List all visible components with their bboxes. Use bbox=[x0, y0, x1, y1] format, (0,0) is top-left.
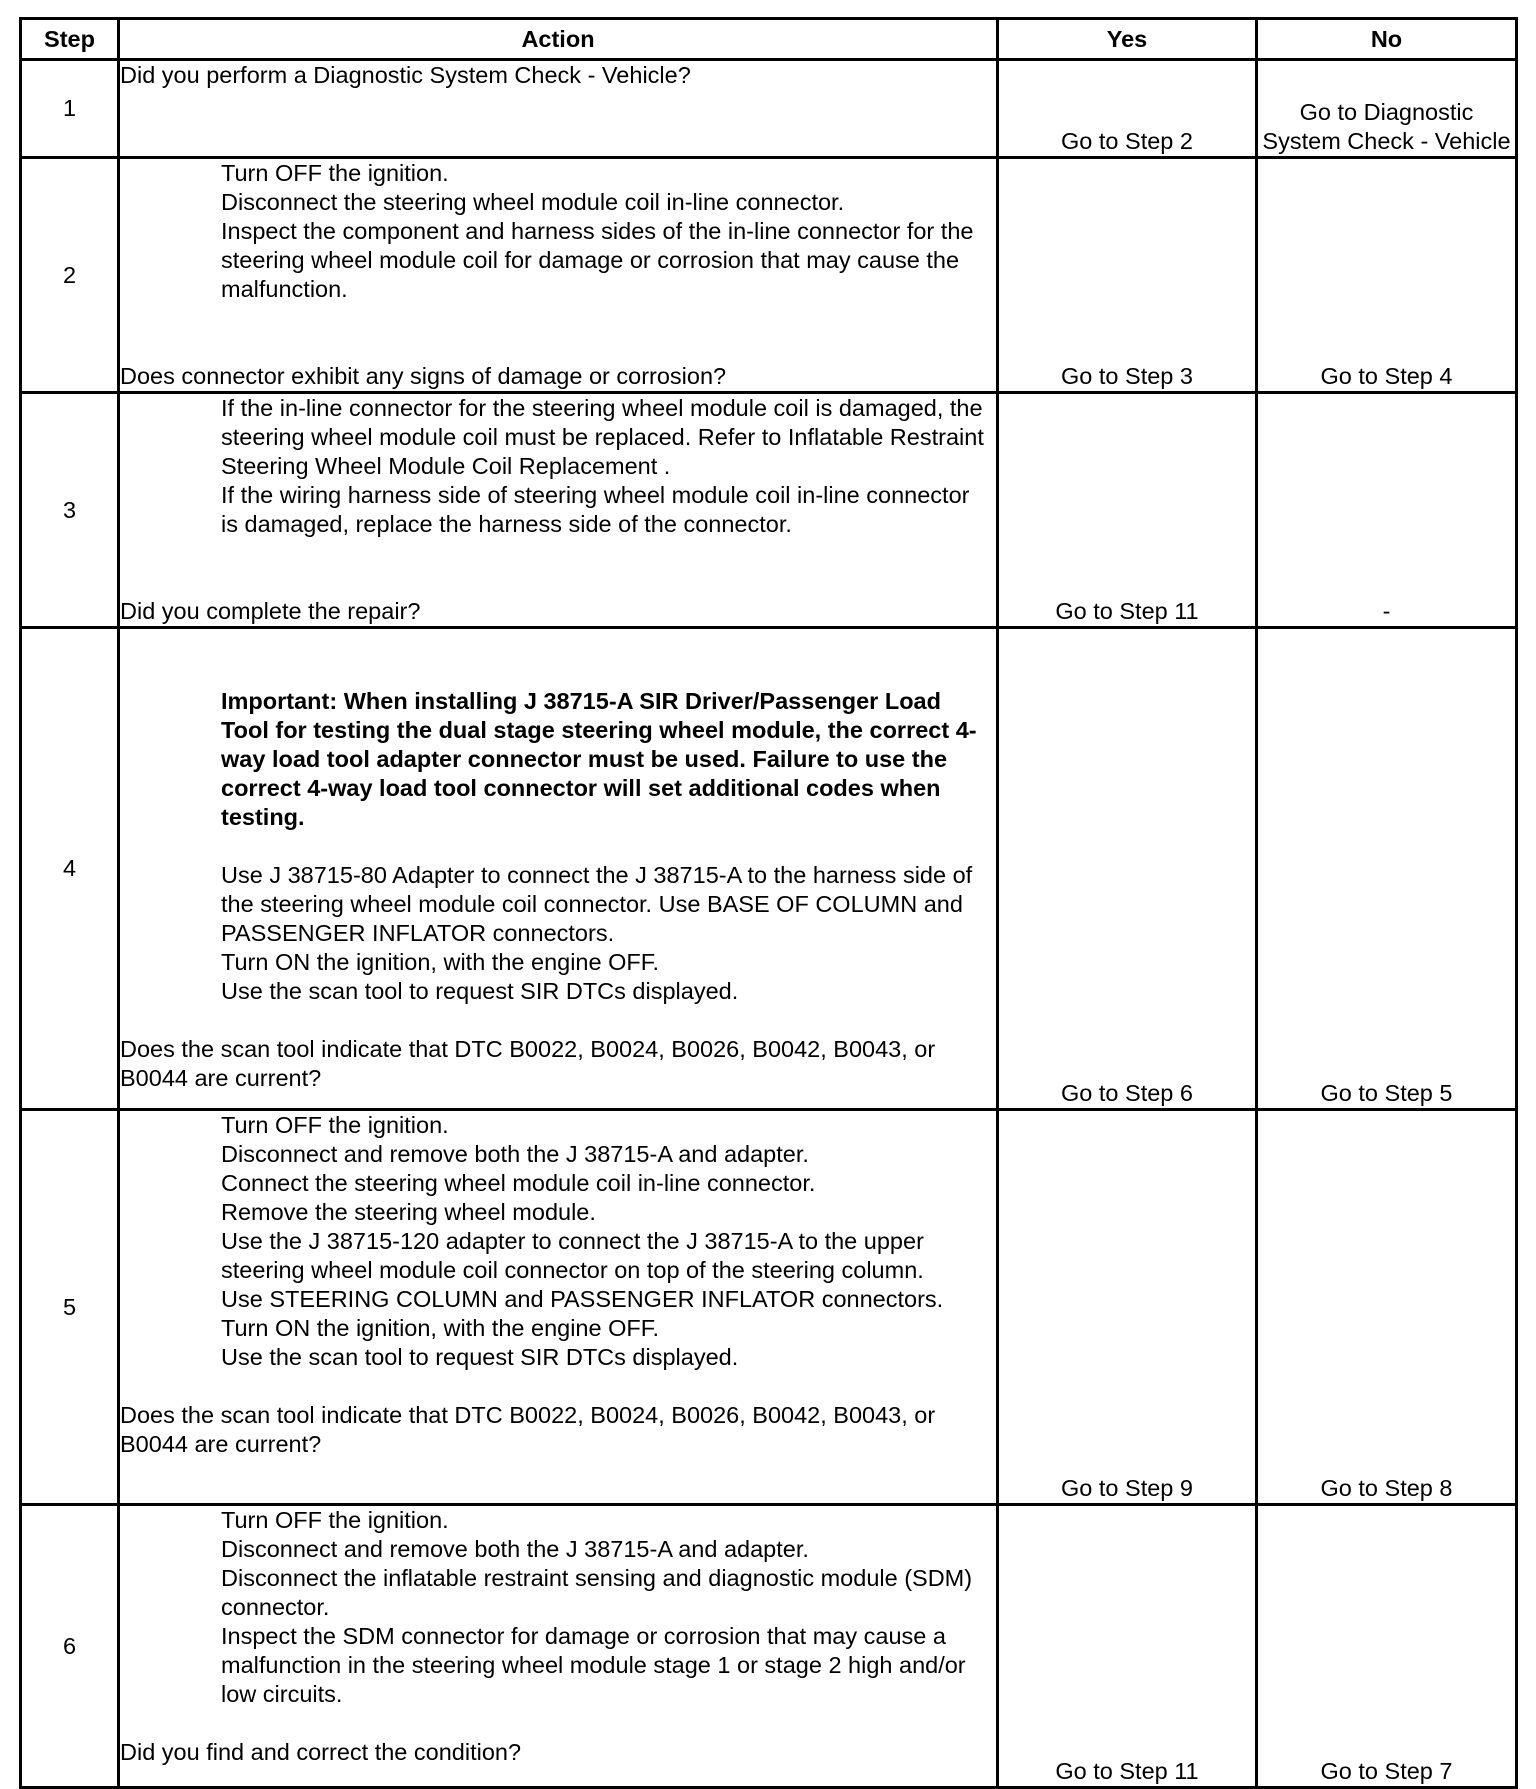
table-row bbox=[21, 393, 1517, 628]
instruction-list bbox=[120, 1111, 996, 1372]
instruction-line: Disconnect and remove both the J 38715-A and adapter. bbox=[221, 1141, 809, 1167]
instruction-list bbox=[120, 159, 996, 304]
instruction-line: Inspect the SDM connector for damage or corrosion that may cause a malfunction in the steering wheel module stage 1 or stage 2 high and/or low circuits. bbox=[221, 1623, 966, 1707]
no-result: Go to Step 7 bbox=[1257, 1505, 1517, 1788]
yes-result: Go to Step 6 bbox=[998, 628, 1257, 1110]
instruction-line: If the wiring harness side of steering wheel module coil in-line connector is damaged, replace the harness side of the connector. bbox=[221, 482, 970, 537]
instruction-line: Turn OFF the ignition. bbox=[221, 1112, 449, 1138]
step-question: Did you complete the repair? bbox=[120, 598, 421, 624]
table-row bbox=[21, 628, 1517, 1110]
action-cell bbox=[119, 1110, 998, 1505]
yes-result: Go to Step 9 bbox=[998, 1110, 1257, 1505]
instruction-line: If the in-line connector for the steering wheel module coil is damaged, the steering wheel module coil must be replaced. Refer to Inflatable Restraint Steering Wheel Module Coil Replacement . bbox=[221, 395, 984, 479]
header-no: No bbox=[1257, 19, 1517, 60]
instruction-list bbox=[120, 861, 996, 1006]
yes-result: Go to Step 11 bbox=[998, 393, 1257, 628]
header-yes: Yes bbox=[998, 19, 1257, 60]
table-row bbox=[21, 1505, 1517, 1788]
instruction-line: Disconnect and remove both the J 38715-A and adapter. bbox=[221, 1536, 809, 1562]
step-question: Does the scan tool indicate that DTC B0022, B0024, B0026, B0042, B0043, or B0044 are current? bbox=[120, 1402, 936, 1457]
table-row bbox=[21, 1110, 1517, 1505]
step-number: 3 bbox=[21, 393, 119, 628]
instruction-line: Connect the steering wheel module coil in-line connector. bbox=[221, 1170, 816, 1196]
step-number: 1 bbox=[21, 60, 119, 158]
action-cell bbox=[119, 628, 998, 1110]
no-result: Go to Step 4 bbox=[1257, 158, 1517, 393]
instruction-list bbox=[120, 394, 996, 539]
header-action: Action bbox=[119, 19, 998, 60]
step-question: Did you perform a Diagnostic System Check - Vehicle? bbox=[120, 62, 691, 88]
no-result: Go to Diagnostic System Check - Vehicle bbox=[1257, 60, 1517, 158]
table-row bbox=[21, 60, 1517, 158]
step-number: 2 bbox=[21, 158, 119, 393]
table-row bbox=[21, 158, 1517, 393]
instruction-line: Disconnect the steering wheel module coil in-line connector. bbox=[221, 189, 845, 215]
diagnostic-table bbox=[19, 17, 1518, 1789]
no-result: Go to Step 5 bbox=[1257, 628, 1517, 1110]
instruction-line: Turn ON the ignition, with the engine OFF. bbox=[221, 949, 660, 975]
action-cell bbox=[119, 393, 998, 628]
instruction-line: Remove the steering wheel module. bbox=[221, 1199, 596, 1225]
header-step: Step bbox=[21, 19, 119, 60]
action-cell bbox=[119, 1505, 998, 1788]
step-question: Did you find and correct the condition? bbox=[120, 1739, 522, 1765]
yes-result: Go to Step 11 bbox=[998, 1505, 1257, 1788]
instruction-list bbox=[120, 1506, 996, 1709]
step-question: Does the scan tool indicate that DTC B0022, B0024, B0026, B0042, B0043, or B0044 are current? bbox=[120, 1036, 936, 1091]
action-cell bbox=[119, 60, 998, 158]
instruction-line: Inspect the component and harness sides of the in-line connector for the steering wheel module coil for damage or corrosion that may cause the malfunction. bbox=[221, 218, 974, 302]
instruction-line: Use the J 38715-120 adapter to connect the J 38715-A to the upper steering wheel module coil connector on top of the steering column. bbox=[221, 1228, 924, 1283]
step-number: 5 bbox=[21, 1110, 119, 1505]
instruction-line: Turn OFF the ignition. bbox=[221, 160, 449, 186]
step-number: 4 bbox=[21, 628, 119, 1110]
step-number: 6 bbox=[21, 1505, 119, 1788]
instruction-line: Use J 38715-80 Adapter to connect the J 38715-A to the harness side of the steering wheel module coil connector. Use BASE OF COLUMN and PASSENGER INFLATOR connectors. bbox=[221, 862, 973, 946]
instruction-line: Turn ON the ignition, with the engine OFF. bbox=[221, 1315, 660, 1341]
no-result: - bbox=[1257, 393, 1517, 628]
instruction-line: Use the scan tool to request SIR DTCs displayed. bbox=[221, 978, 739, 1004]
instruction-line: Turn OFF the ignition. bbox=[221, 1507, 449, 1533]
header-row bbox=[21, 19, 1517, 60]
action-cell bbox=[119, 158, 998, 393]
step-question: Does connector exhibit any signs of damage or corrosion? bbox=[120, 363, 727, 389]
instruction-line: Disconnect the inflatable restraint sensing and diagnostic module (SDM) connector. bbox=[221, 1565, 973, 1620]
instruction-line: Use the scan tool to request SIR DTCs displayed. bbox=[221, 1344, 739, 1370]
instruction-line: Use STEERING COLUMN and PASSENGER INFLATOR connectors. bbox=[221, 1286, 944, 1312]
important-note: Important: When installing J 38715-A SIR Driver/Passenger Load Tool for testing the dual stage steering wheel module, the correct 4-way load tool adapter connector must be used. Failure to use the correct 4-way load tool connector will set additional codes when testing. bbox=[221, 688, 977, 830]
yes-result: Go to Step 3 bbox=[998, 158, 1257, 393]
yes-result: Go to Step 2 bbox=[998, 60, 1257, 158]
no-result: Go to Step 8 bbox=[1257, 1110, 1517, 1505]
